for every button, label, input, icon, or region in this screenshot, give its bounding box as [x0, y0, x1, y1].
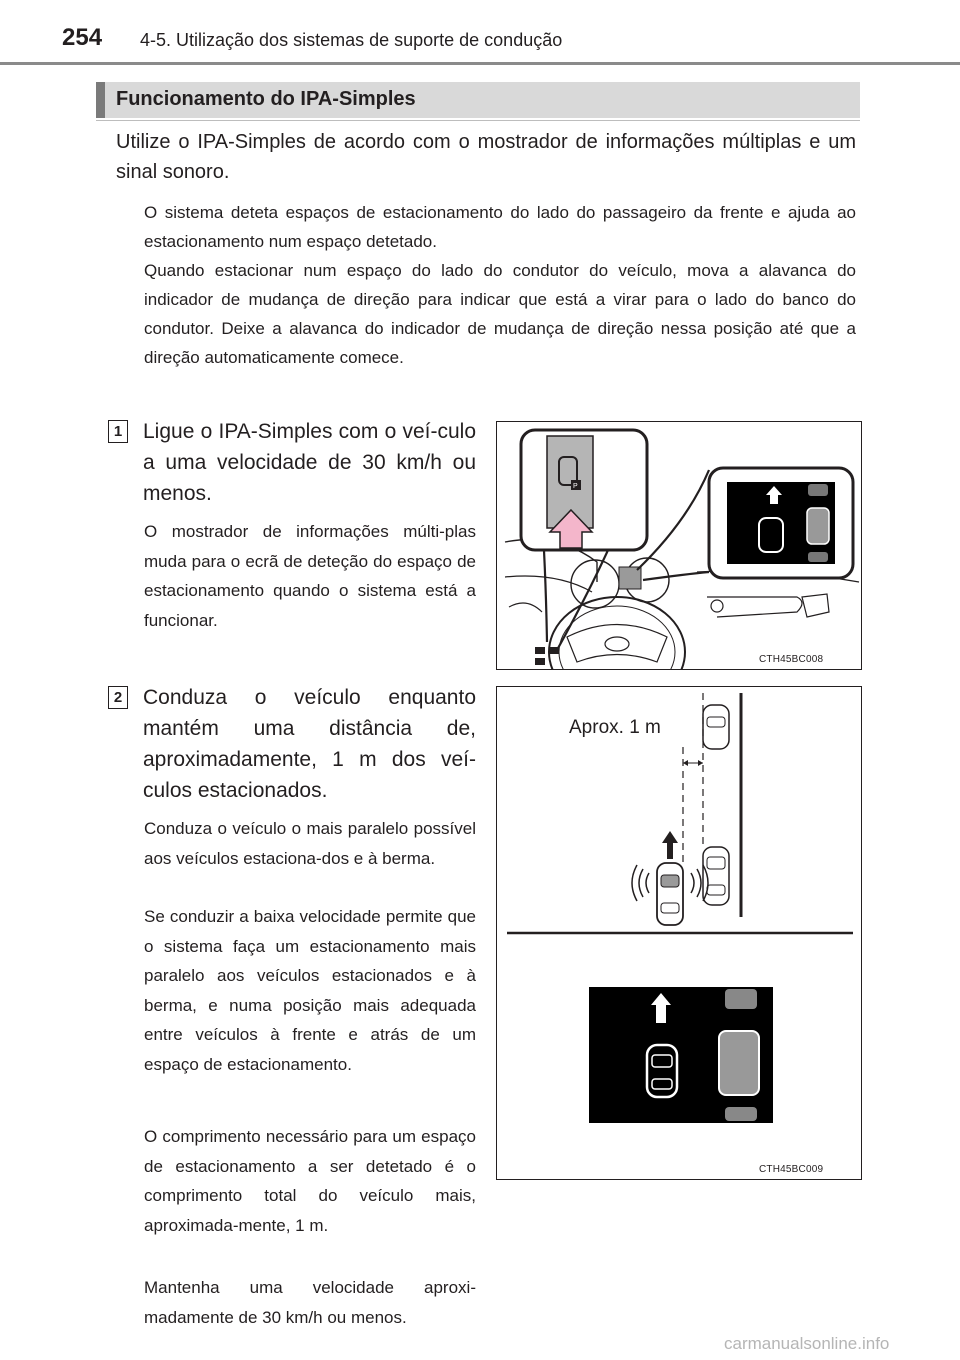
- svg-text:P: P: [573, 483, 578, 490]
- page-number: 254: [62, 24, 103, 51]
- step-2-title: Conduza o veículo enquanto mantém uma distância de, aproximadamente, 1 m dos veí-culos estacionados.: [143, 686, 476, 802]
- section-note-1: O sistema deteta espaços de estacionamento do lado do passageiro da frente e ajuda ao estacionamento num espaço detetado.: [144, 203, 856, 251]
- section-title-bar: [96, 82, 860, 118]
- display-parked-car-icon: [719, 1031, 759, 1095]
- watermark: carmanualsonline.info: [724, 1334, 890, 1353]
- step-1-note: O mostrador de informações múlti-plas muda para o ecrã de deteção do espaço de estacionamento quando o sistema está a funcionar.: [144, 522, 476, 630]
- figure-1-id: CTH45BC008: [759, 654, 824, 665]
- parked-car-front-icon: [703, 705, 729, 749]
- step-number-2: 2: [108, 686, 128, 709]
- step-2-note-3: O comprimento necessário para um espaço de estacionamento a ser detetado é o comprimento total do veículo mais, aproximada-mente, 1 m.: [144, 1127, 476, 1235]
- figure-parallel-driving: [496, 686, 862, 1180]
- chapter-title: 4-5. Utilização dos sistemas de suporte de condução: [140, 30, 563, 50]
- header-rule: [0, 62, 960, 65]
- section-note-2: Quando estacionar num espaço do lado do condutor do veículo, mova a alavanca do indicador de mudança de direção para indicar que está a virar para o lado do banco do condutor. Deixe a alavanca do indicador de mudança de direção nessa posição até que a direção automaticamente comece.: [144, 261, 856, 367]
- section-title: Funcionamento do IPA-Simples: [116, 88, 416, 110]
- section-lead: Utilize o IPA-Simples de acordo com o mostrador de informações múltiplas e um sinal sonoro.: [116, 131, 856, 183]
- figure-2-id: CTH45BC009: [759, 1164, 824, 1175]
- figure-dashboard: [496, 421, 862, 670]
- step-2-note-4: Mantenha uma velocidade aproxi-madamente de 30 km/h ou menos.: [144, 1278, 476, 1327]
- parallel-driving-illustration: [497, 687, 861, 1179]
- step-number-1: 1: [108, 420, 128, 443]
- step-2-note-1: Conduza o veículo o mais paralelo possível aos veículos estaciona-dos e à berma.: [144, 819, 476, 868]
- section-rule: [96, 120, 860, 121]
- distance-label: Aprox. 1 m: [569, 717, 661, 738]
- direction-arrow-icon: [662, 831, 678, 859]
- own-vehicle-icon: [657, 863, 683, 925]
- section-stripe: [96, 82, 105, 118]
- step-1-title: Ligue o IPA-Simples com o veí-culo a uma velocidade de 30 km/h ou menos.: [143, 420, 476, 505]
- dashboard-illustration: [497, 422, 861, 669]
- step-2-note-2: Se conduzir a baixa velocidade permite que o sistema faça um estacionamento mais paralelo aos veículos estacionados e à berma, e numa posição mais adequada entre veículos à frente e atrás de um espaço de estacionamento.: [144, 907, 476, 1074]
